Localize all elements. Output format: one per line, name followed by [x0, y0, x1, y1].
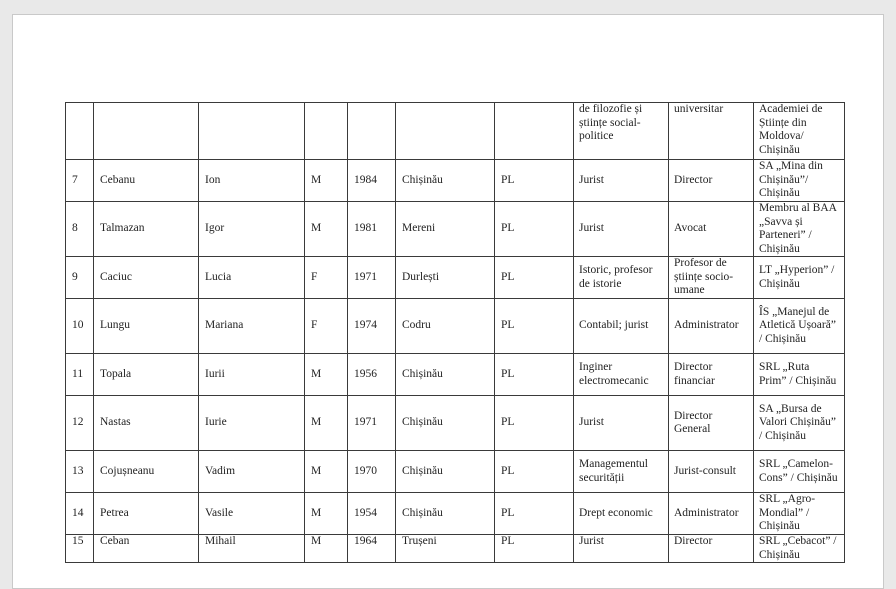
cell-partid: PL [495, 257, 574, 299]
cell-nr: 10 [66, 299, 94, 354]
cell-loc-munca: SRL „Ruta Prim” / Chișinău [754, 354, 845, 396]
table-row [66, 493, 845, 535]
cell-an: 1981 [348, 202, 396, 257]
cell-an: 1971 [348, 257, 396, 299]
cell-studii: de filozofie și științe social-politice [574, 103, 669, 160]
cell-loc-munca: LT „Hyperion” / Chișinău [754, 257, 845, 299]
cell-an: 1984 [348, 160, 396, 202]
cell-nr: 13 [66, 451, 94, 493]
cell-functie: universitar [669, 103, 754, 160]
table-row [66, 160, 845, 202]
cell-partid: PL [495, 396, 574, 451]
cell-nr: 12 [66, 396, 94, 451]
cell-loc-munca: SRL „Camelon-Cons” / Chișinău [754, 451, 845, 493]
cell-studii: Managementul securității [574, 451, 669, 493]
cell-loc-munca: Academiei de Științe din Moldova/ Chișinău [754, 103, 845, 160]
table-row [66, 257, 845, 299]
cell-loc: Chișinău [396, 354, 495, 396]
cell-loc: Trușeni [396, 535, 495, 563]
cell-an: 1954 [348, 493, 396, 535]
candidates-table [65, 102, 845, 563]
cell-loc: Chișinău [396, 396, 495, 451]
cell-sex: M [305, 396, 348, 451]
cell-functie: Director financiar [669, 354, 754, 396]
cell-prenume: Mariana [199, 299, 305, 354]
cell-nume: Cojușneanu [94, 451, 199, 493]
cell-functie: Director [669, 160, 754, 202]
cell-loc-munca: SRL „Agro-Mondial” / Chișinău [754, 493, 845, 535]
cell-sex: M [305, 202, 348, 257]
cell-studii: Inginer electromecanic [574, 354, 669, 396]
cell-functie: Director [669, 535, 754, 563]
cell-partid: PL [495, 160, 574, 202]
cell-nr: 7 [66, 160, 94, 202]
cell-prenume: Mihail [199, 535, 305, 563]
cell-prenume: Lucia [199, 257, 305, 299]
cell-sex: M [305, 354, 348, 396]
cell-sex: M [305, 493, 348, 535]
cell-nume: Cebanu [94, 160, 199, 202]
cell-nr: 8 [66, 202, 94, 257]
cell-loc-munca: SA „Bursa de Valori Chișinău” / Chișinău [754, 396, 845, 451]
cell-an: 1971 [348, 396, 396, 451]
cell-prenume [199, 103, 305, 160]
cell-nume: Petrea [94, 493, 199, 535]
cell-an: 1956 [348, 354, 396, 396]
cell-functie: Avocat [669, 202, 754, 257]
cell-an: 1970 [348, 451, 396, 493]
cell-prenume: Iurii [199, 354, 305, 396]
cell-nr: 15 [66, 535, 94, 563]
cell-an: 1964 [348, 535, 396, 563]
cell-loc: Durlești [396, 257, 495, 299]
cell-studii: Jurist [574, 396, 669, 451]
cell-partid: PL [495, 354, 574, 396]
cell-nume: Nastas [94, 396, 199, 451]
cell-loc [396, 103, 495, 160]
cell-nume: Lungu [94, 299, 199, 354]
cell-functie: Jurist-consult [669, 451, 754, 493]
cell-loc: Codru [396, 299, 495, 354]
cell-nr [66, 103, 94, 160]
cell-nume [94, 103, 199, 160]
cell-partid: PL [495, 493, 574, 535]
cell-an: 1974 [348, 299, 396, 354]
cell-nume: Ceban [94, 535, 199, 563]
cell-functie: Administrator [669, 493, 754, 535]
table-row [66, 451, 845, 493]
table-row [66, 299, 845, 354]
table-body [66, 103, 845, 563]
cell-partid: PL [495, 451, 574, 493]
cell-sex: M [305, 451, 348, 493]
cell-partid: PL [495, 299, 574, 354]
cell-sex: F [305, 299, 348, 354]
cell-functie: Administrator [669, 299, 754, 354]
cell-studii: Jurist [574, 202, 669, 257]
cell-nume: Topala [94, 354, 199, 396]
cell-loc-munca: SRL „Cebacot” / Chișinău [754, 535, 845, 563]
cell-prenume: Iurie [199, 396, 305, 451]
cell-functie: Profesor de științe socio-umane [669, 257, 754, 299]
cell-nr: 11 [66, 354, 94, 396]
cell-studii: Drept economic [574, 493, 669, 535]
table-row [66, 202, 845, 257]
cell-loc: Chișinău [396, 160, 495, 202]
cell-loc: Chișinău [396, 451, 495, 493]
cell-loc: Chișinău [396, 493, 495, 535]
cell-an [348, 103, 396, 160]
cell-studii: Istoric, profesor de istorie [574, 257, 669, 299]
cell-loc-munca: Membru al BAA „Savva și Parteneri” / Chișinău [754, 202, 845, 257]
cell-prenume: Vasile [199, 493, 305, 535]
cell-loc: Mereni [396, 202, 495, 257]
cell-nume: Caciuc [94, 257, 199, 299]
cell-sex: M [305, 160, 348, 202]
cell-prenume: Vadim [199, 451, 305, 493]
cell-prenume: Igor [199, 202, 305, 257]
cell-functie: Director General [669, 396, 754, 451]
cell-partid [495, 103, 574, 160]
table-row [66, 535, 845, 563]
cell-studii: Jurist [574, 160, 669, 202]
cell-prenume: Ion [199, 160, 305, 202]
cell-loc-munca: ÎS „Manejul de Atletică Ușoară” / Chișinău [754, 299, 845, 354]
cell-sex: F [305, 257, 348, 299]
cell-studii: Jurist [574, 535, 669, 563]
document-page [12, 14, 884, 589]
table-row-continuation [66, 103, 845, 160]
table-row [66, 354, 845, 396]
cell-studii: Contabil; jurist [574, 299, 669, 354]
cell-partid: PL [495, 535, 574, 563]
cell-loc-munca: SA „Mina din Chișinău”/ Chișinău [754, 160, 845, 202]
cell-sex [305, 103, 348, 160]
cell-nume: Talmazan [94, 202, 199, 257]
cell-nr: 14 [66, 493, 94, 535]
cell-sex: M [305, 535, 348, 563]
cell-partid: PL [495, 202, 574, 257]
cell-nr: 9 [66, 257, 94, 299]
table-row [66, 396, 845, 451]
